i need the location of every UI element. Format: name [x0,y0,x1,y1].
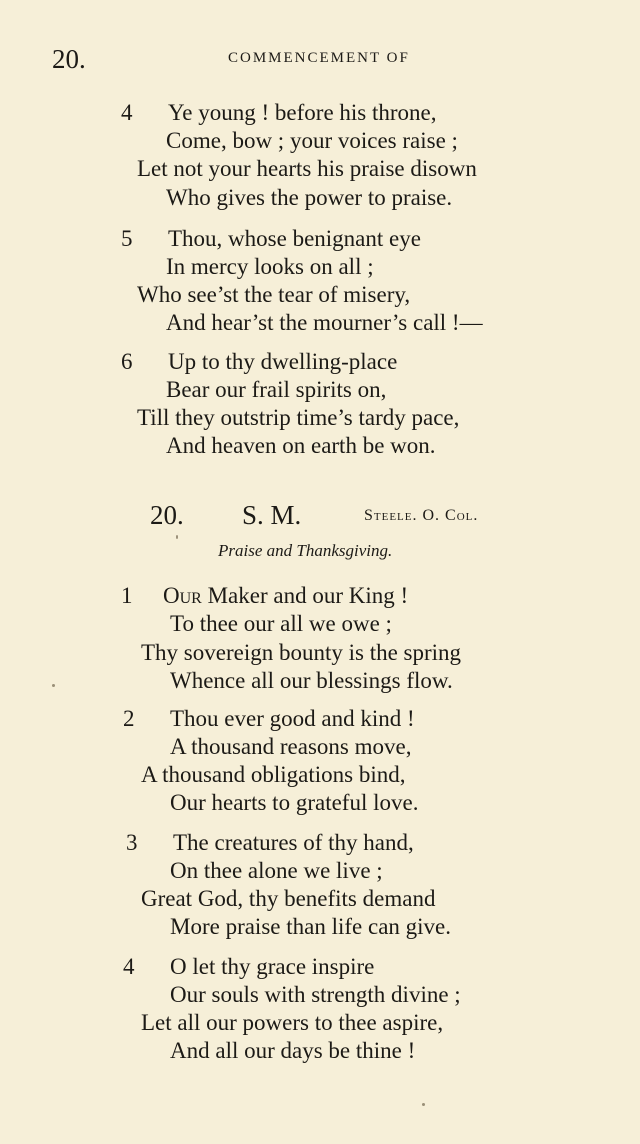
stanza-number: 6 [121,349,133,374]
verse-line: The creatures of thy hand, [173,830,414,855]
verse-line: And heaven on earth be won. [166,433,436,458]
verse-line: Who gives the power to praise. [166,185,453,210]
hymn-number: 20. [150,500,184,530]
verse-line: Let all our powers to thee aspire, [141,1010,444,1035]
stanza-number: 2 [123,706,135,731]
verse-line: To thee our all we owe ; [170,611,392,636]
stanza-number: 4 [121,100,133,125]
paper-speck [422,1103,425,1106]
verse-line: And all our days be thine ! [170,1038,416,1063]
paper-speck [176,535,178,539]
verse-line: Ye young ! before his throne, [168,100,437,125]
running-title: COMMENCEMENT OF [228,50,410,66]
verse-line: Thou, whose benignant eye [168,226,421,251]
verse-line: Come, bow ; your voices raise ; [166,128,458,153]
stanza-number: 4 [123,954,135,979]
stanza-number: 5 [121,226,133,251]
stanza-number: 1 [121,583,133,608]
verse-line: And hear’st the mourner’s call !— [166,310,483,335]
paper-speck [52,684,55,687]
verse-line: O let thy grace inspire [170,954,375,979]
verse-line: Who see’st the tear of misery, [137,282,411,307]
first-line-rest: Maker and our King ! [201,583,409,608]
hymn-subtitle: Praise and Thanksgiving. [218,541,393,560]
verse-line: Our souls with strength divine ; [170,982,461,1007]
verse-line: Up to thy dwelling-place [168,349,398,374]
verse-line: Great God, thy benefits demand [141,886,436,911]
first-word: Our [163,583,202,608]
stanza-number: 3 [126,830,138,855]
verse-line: Thy sovereign bounty is the spring [141,640,462,665]
verse-line: In mercy looks on all ; [166,254,374,279]
hymn-meter: S. M. [242,500,302,530]
verse-line: Whence all our blessings flow. [170,668,453,693]
verse-line: More praise than life can give. [170,914,451,939]
verse-line: Bear our frail spirits on, [166,377,387,402]
verse-line-first [163,583,408,609]
verse-line: Till they outstrip time’s tardy pace, [137,405,460,430]
verse-line: Our hearts to grateful love. [170,790,419,815]
verse-line: A thousand obligations bind, [141,762,406,787]
verse-line: Thou ever good and kind ! [170,706,415,731]
page-number: 20. [52,44,86,74]
verse-line: Let not your hearts his praise disown [137,156,477,181]
hymn-attribution: Steele. O. Col. [364,507,479,524]
verse-line: On thee alone we live ; [170,858,383,883]
verse-line: A thousand reasons move, [170,734,412,759]
